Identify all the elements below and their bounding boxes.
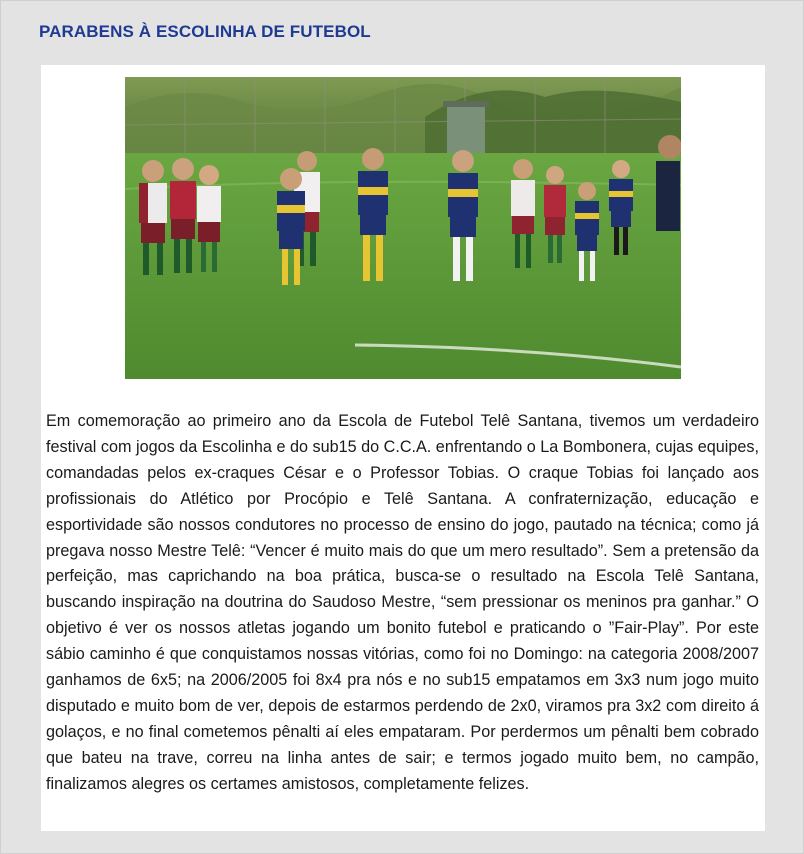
- team-photo: [125, 77, 681, 379]
- article-body: Em comemoração ao primeiro ano da Escola de Futebol Telê Santana, tivemos um verdadeiro festival com jogos da Escolinha e do sub15 do C.C.A. enfrentando o La Bombonera, cujas equipes, comandadas pelos ex-craques César e o Professor Tobias. O craque Tobias foi lançado aos profissionais do Atlético por Procópio e Telê Santana. A confraternização, educação e esportividade são nossos condutores no processo de ensino do jogo, pautado na técnica; como já pregava nosso Mestre Telê: “Vencer é muito mais do que um mero resultado”. Sem a pretensão da perfeição, mas caprichando na boa prática, busca-se o resultado na Escola Telê Santana, buscando inspiração na doutrina do Saudoso Mestre, “sem pressionar os meninos pra ganhar.” O objetivo é ver os nossos atletas jogando um bonito futebol e praticando o ”Fair-Play”. Por este sábio caminho é que conquistamos nossas vitórias, como foi no Domingo: na categoria 2008/2007 ganhamos de 6x5; na 2006/2005 foi 8x4 pra nós e no sub15 empatamos em 3x3 num jogo muito disputado e muito bom de ver, depois de estarmos perdendo de 2x0, viramos pra 3x2 com direito á golaços, e no final cometemos pênalti aí eles empataram. Por perdermos um pênalti bem cobrado que bateu na trave, correu na linha antes de sair; e termos jogado muito bem, no campão, finalizamos alegres os certames amistosos, completamente felizes.: [46, 412, 759, 793]
- article-card: [41, 65, 765, 831]
- article-title: PARABENS À ESCOLINHA DE FUTEBOL: [39, 22, 371, 41]
- team-photo-illustration: [125, 77, 681, 379]
